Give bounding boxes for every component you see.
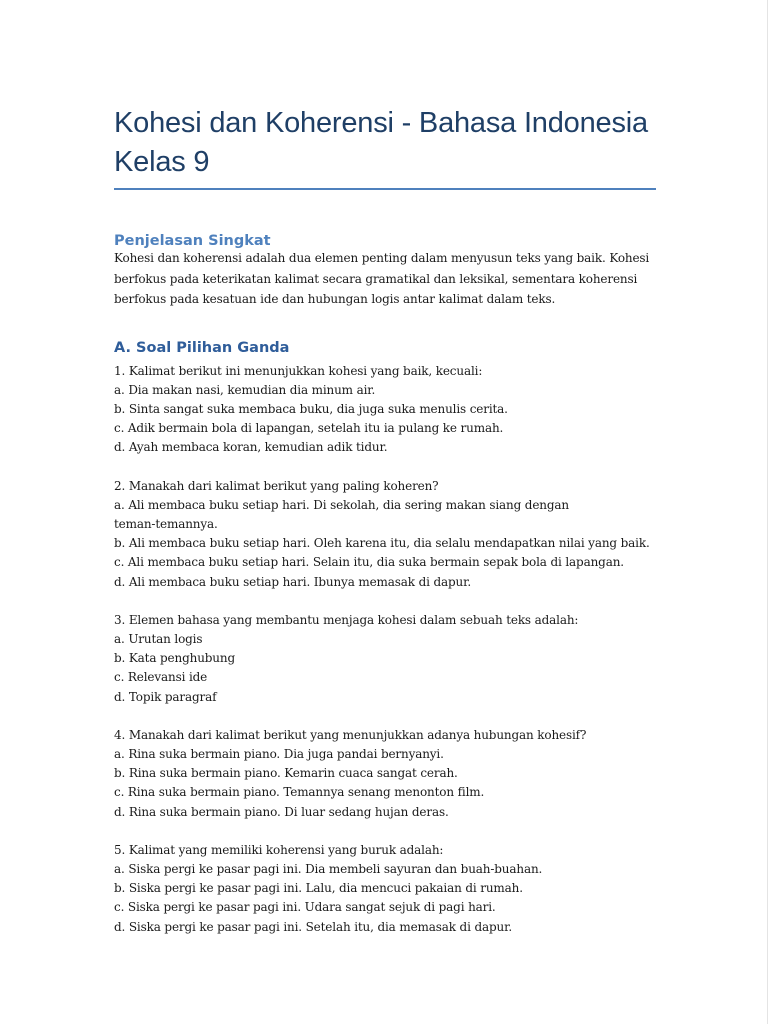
answer-option: a. Ali membaca buku setiap hari. Di sekolah, dia sering makan siang dengan teman-temannya. (114, 497, 569, 531)
document-title: Kohesi dan Koherensi - Bahasa Indonesia Kelas 9 (114, 107, 648, 178)
answer-option: d. Topik paragraf (114, 689, 217, 704)
answer-option: c. Rina suka bermain piano. Temannya senang menonton film. (114, 785, 485, 800)
answer-option: b. Siska pergi ke pasar pagi ini. Lalu, dia mencuci pakaian di rumah. (114, 881, 523, 896)
answer-option: a. Rina suka bermain piano. Dia juga pandai bernyanyi. (114, 746, 444, 761)
question-stem: 2. Manakah dari kalimat berikut yang paling koheren? (114, 478, 439, 493)
answer-option: a. Urutan logis (114, 631, 203, 646)
answer-option: d. Ayah membaca koran, kemudian adik tidur. (114, 440, 388, 455)
answer-option: c. Adik bermain bola di lapangan, setelah itu ia pulang ke rumah. (114, 421, 504, 436)
answer-option: c. Ali membaca buku setiap hari. Selain itu, dia suka bermain sepak bola di lapangan. (114, 555, 624, 570)
answer-option: c. Siska pergi ke pasar pagi ini. Udara sangat sejuk di pagi hari. (114, 900, 496, 915)
question-5 (114, 841, 656, 937)
answer-option: a. Dia makan nasi, kemudian dia minum air. (114, 382, 376, 397)
intro-paragraph: Kohesi dan koherensi adalah dua elemen penting dalam menyusun teks yang baik. Kohesi berfokus pada keterikatan kalimat secara gramatikal dan leksikal, sementara koherensi berfokus pada kesatuan ide dan hubungan logis antar kalimat dalam teks. (114, 251, 650, 306)
question-3 (114, 611, 656, 707)
answer-option: b. Ali membaca buku setiap hari. Oleh karena itu, dia selalu mendapatkan nilai yang baik. (114, 536, 650, 551)
question-2 (114, 477, 656, 592)
answer-option: a. Siska pergi ke pasar pagi ini. Dia membeli sayuran dan buah-buahan. (114, 861, 543, 876)
question-stem: 3. Elemen bahasa yang membantu menjaga kohesi dalam sebuah teks adalah: (114, 612, 579, 627)
question-stem: 4. Manakah dari kalimat berikut yang menunjukkan adanya hubungan kohesif? (114, 727, 587, 742)
answer-option: b. Rina suka bermain piano. Kemarin cuaca sangat cerah. (114, 766, 458, 781)
document-body (114, 104, 656, 956)
answer-option: b. Kata penghubung (114, 651, 235, 666)
answer-option: d. Ali membaca buku setiap hari. Ibunya memasak di dapur. (114, 574, 472, 589)
answer-option: b. Sinta sangat suka membaca buku, dia juga suka menulis cerita. (114, 401, 508, 416)
question-4 (114, 726, 656, 822)
question-stem: 1. Kalimat berikut ini menunjukkan kohesi yang baik, kecuali: (114, 363, 483, 378)
answer-option: d. Siska pergi ke pasar pagi ini. Setelah itu, dia memasak di dapur. (114, 919, 513, 934)
question-1 (114, 362, 656, 458)
intro-heading: Penjelasan Singkat (114, 233, 271, 249)
answer-option: c. Relevansi ide (114, 670, 208, 685)
answer-option: d. Rina suka bermain piano. Di luar sedang hujan deras. (114, 804, 449, 819)
section-a-heading: A. Soal Pilihan Ganda (114, 339, 290, 356)
question-stem: 5. Kalimat yang memiliki koherensi yang buruk adalah: (114, 842, 444, 857)
